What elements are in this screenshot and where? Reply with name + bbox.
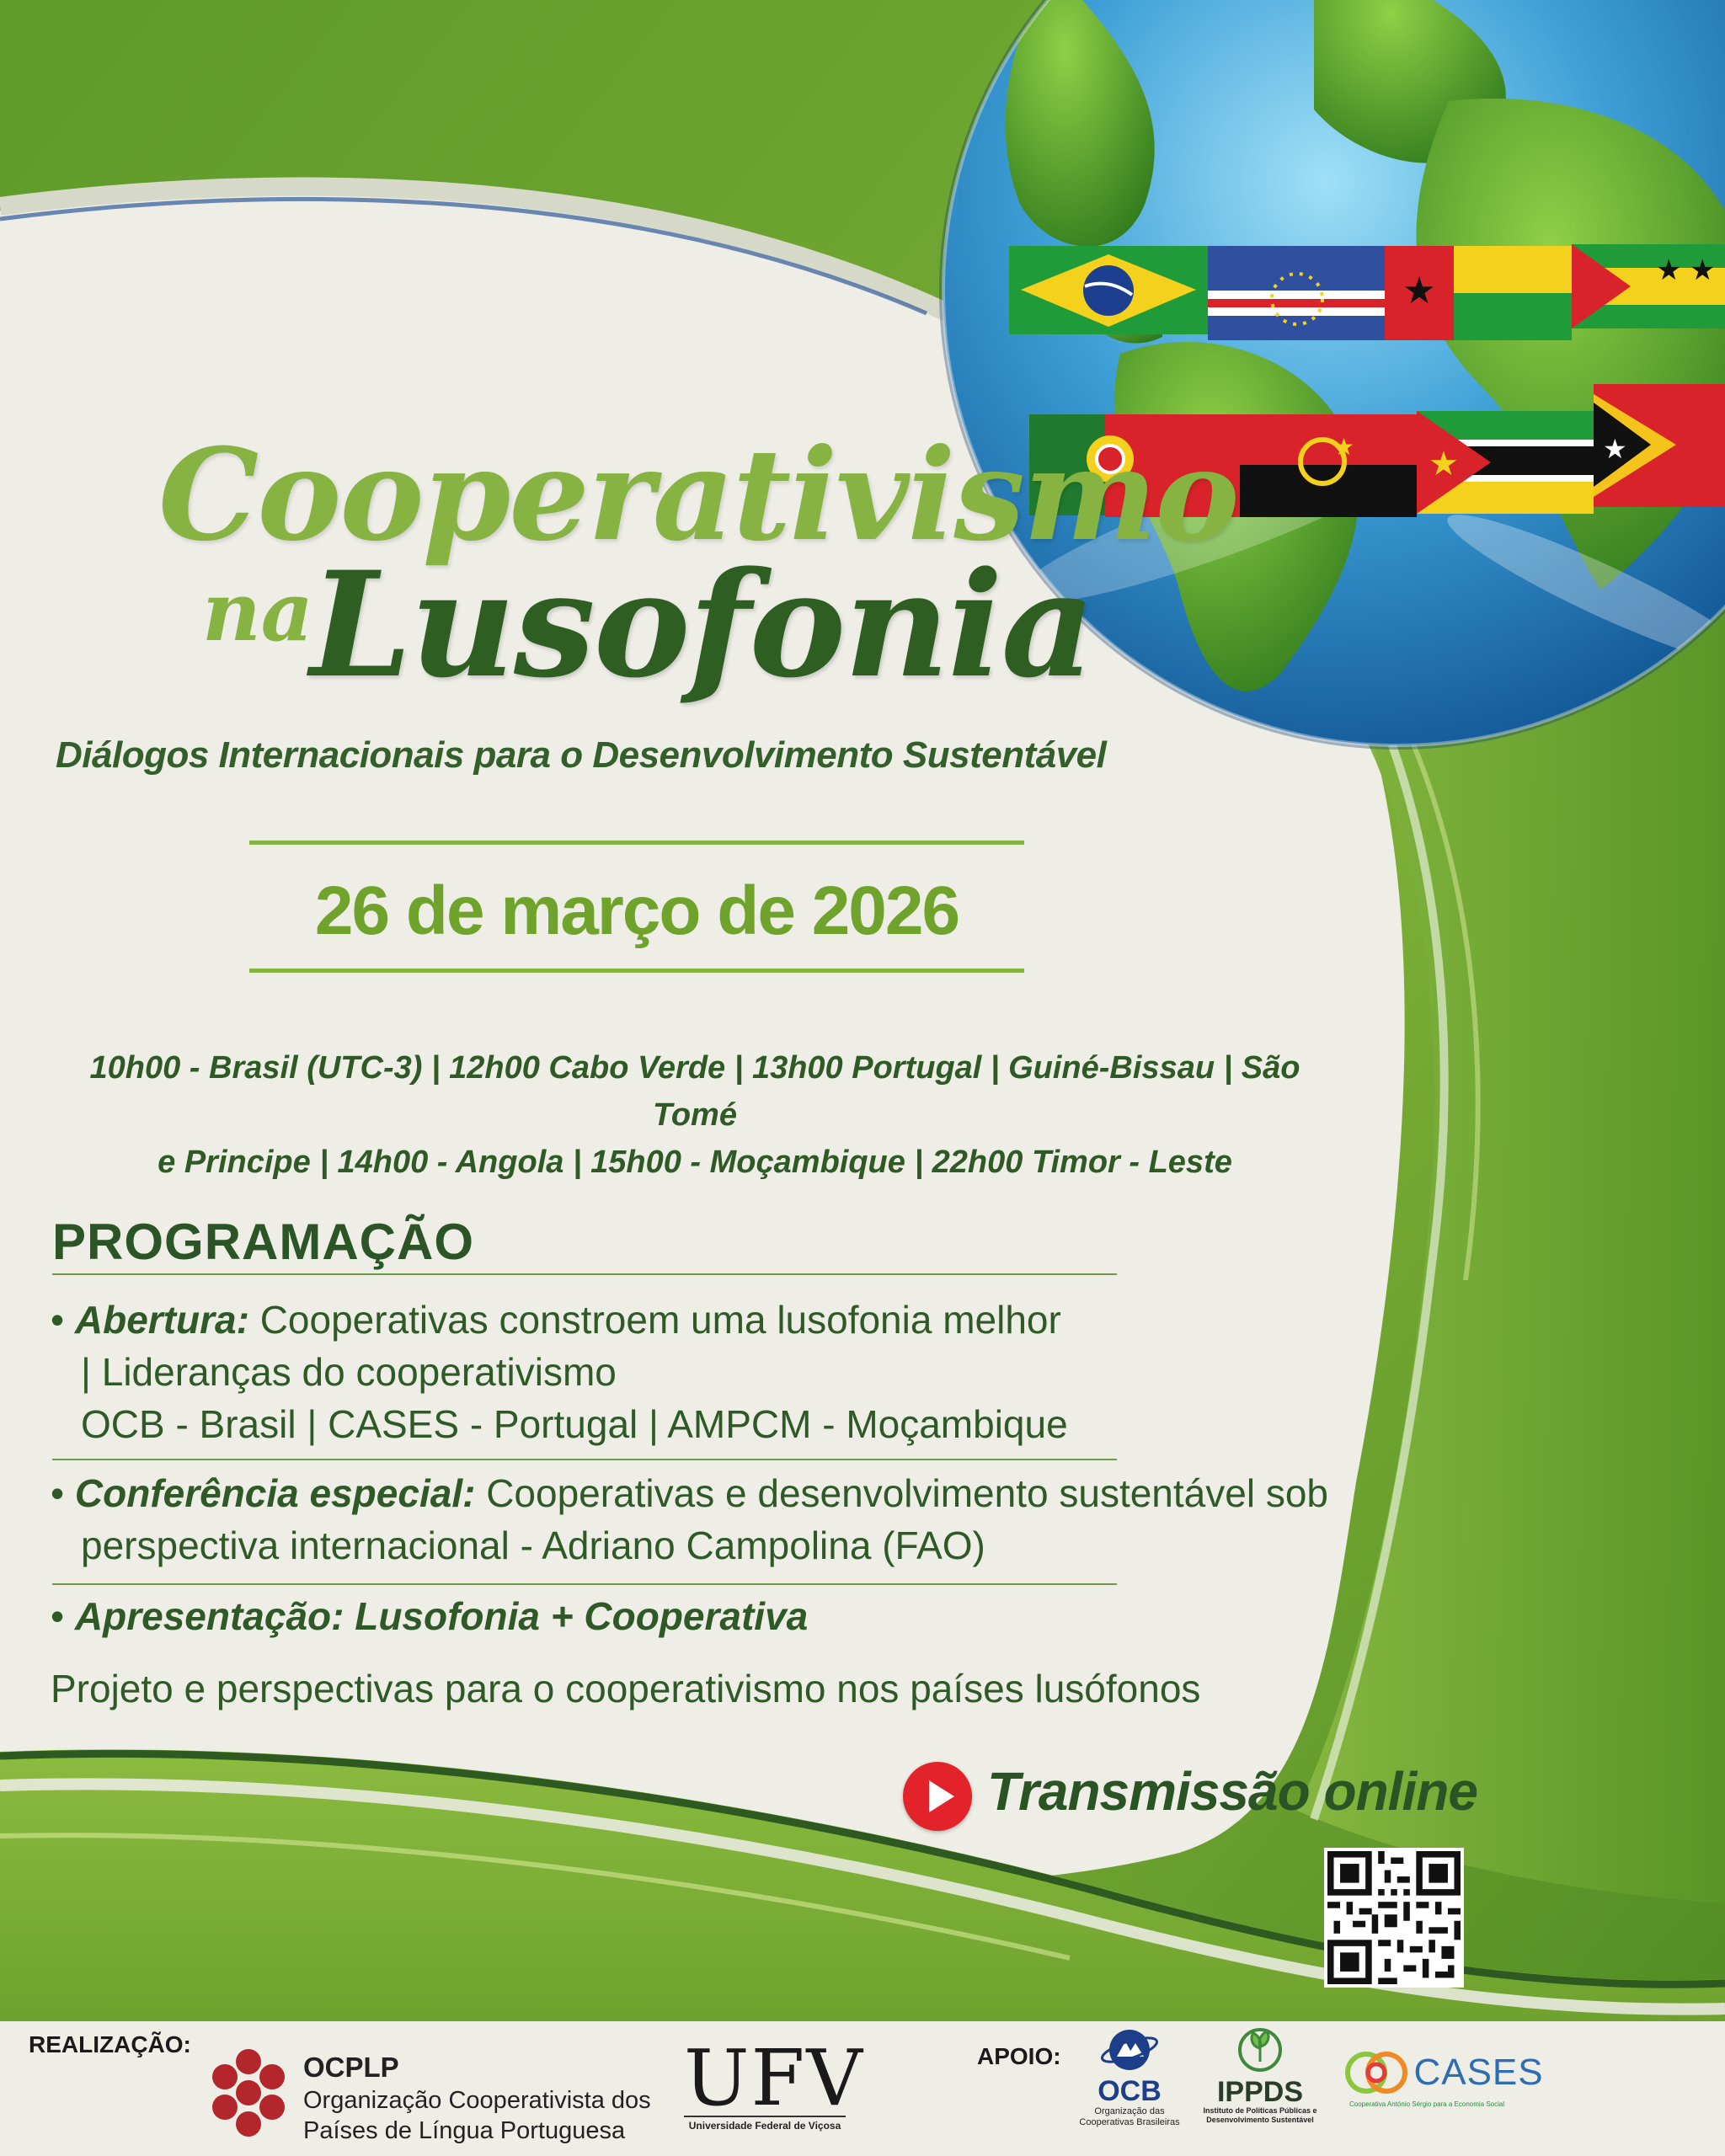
svg-text:★: ★ (1690, 254, 1716, 286)
ocb-emblem-icon (1100, 2023, 1159, 2072)
title-line-2: Lusofonia (310, 539, 1094, 710)
program-item-text: Cooperativas constroem uma lusofonia melhor (248, 1298, 1061, 1342)
cases-emblem-icon (1344, 2045, 1410, 2100)
program-item-line: perspectiva internacional - Adriano Campolina (FAO) (81, 1524, 985, 1567)
ippds-sub-line-2: Desenvolvimento Sustentável (1206, 2116, 1314, 2124)
ocb-sub-line-1: Organização das (1094, 2106, 1165, 2116)
qr-code-graphic (1327, 1851, 1461, 1984)
cases-logo (1344, 2045, 1546, 2108)
event-subtitle: Diálogos Internacionais para o Desenvolvimento Sustentável (56, 734, 1107, 776)
program-item-label: Conferência especial: (74, 1471, 476, 1515)
program-item-label: Abertura: (74, 1298, 249, 1342)
program-heading-divider (52, 1273, 1117, 1275)
ocb-sub-line-2: Cooperativas Brasileiras (1079, 2117, 1180, 2127)
ocplp-logo-icon (202, 2047, 295, 2139)
event-date: 26 de março de 2026 (314, 873, 959, 949)
cases-name: CASES (1413, 2052, 1544, 2093)
program-item-label: Apresentação: Lusofonia + Cooperativa (74, 1594, 809, 1638)
qr-code[interactable] (1324, 1848, 1464, 1988)
program-divider (52, 1459, 1117, 1460)
svg-text:★: ★ (1656, 254, 1682, 286)
program-item-conferencia: • Conferência especial: Cooperativas e desenvolvimento sustentável sob perspectiva internacional - Adriano Campolina (FAO) (51, 1467, 1328, 1572)
ocplp-desc-line-2: Países de Língua Portuguesa (303, 2117, 626, 2144)
date-rule-bottom (249, 969, 1024, 973)
svg-text:★: ★ (1429, 446, 1459, 483)
ippds-name: IPPDS (1216, 2076, 1304, 2108)
play-circle-icon[interactable] (903, 1762, 972, 1831)
program-item-text: Cooperativas e desenvolvimento sustentável sob (475, 1471, 1329, 1515)
program-item-apresentacao: • Apresentação: Lusofonia + Cooperativa (51, 1594, 809, 1638)
ippds-logo (1193, 2021, 1327, 2125)
program-item-line: OCB - Brasil | CASES - Portugal | AMPCM - Moçambique (81, 1402, 1068, 1446)
program-divider (52, 1583, 1117, 1585)
title-na: na (202, 564, 313, 659)
ocplp-description (303, 2085, 651, 2146)
title-line-1: Cooperativismo (158, 421, 1238, 569)
ufv-subtitle: Universidade Federal de Viçosa (684, 2116, 846, 2132)
realizacao-label: REALIZAÇÃO: (29, 2031, 191, 2057)
ocplp-name: OCPLP (303, 2052, 399, 2083)
flags-band-upper (1009, 244, 1725, 340)
svg-text:★: ★ (1333, 434, 1355, 460)
ocb-logo (1075, 2023, 1184, 2128)
cases-subtitle: Cooperativa António Sérgio para a Economia Social (1349, 2100, 1505, 2108)
ocb-name: OCB (1097, 2075, 1162, 2107)
schedule-times (51, 1044, 1339, 1186)
schedule-line-2: e Principe | 14h00 - Angola | 15h00 - Moçambique | 22h00 Timor - Leste (158, 1145, 1232, 1180)
svg-text:★: ★ (1402, 270, 1436, 312)
program-heading: PROGRAMAÇÃO (52, 1214, 474, 1270)
ufv-logo (684, 2033, 864, 2132)
date-rule-top (249, 841, 1024, 845)
svg-text:★: ★ (1603, 434, 1627, 464)
program-item-line: | Lideranças do cooperativismo (81, 1350, 617, 1394)
apoio-label: APOIO: (977, 2043, 1061, 2069)
program-item-abertura: • Abertura: Cooperativas constroem uma lusofonia melhor | Lideranças do cooperativismo OCB - Brasil | CASES - Portugal | AMPCM - Moçambique (51, 1294, 1068, 1450)
ufv-letters: UFV (684, 2033, 864, 2123)
schedule-line-1: 10h00 - Brasil (UTC-3) | 12h00 Cabo Verde | 13h00 Portugal | Guiné-Bissau | São Tomé (89, 1050, 1300, 1133)
ocplp-desc-line-1: Organização Cooperativista dos (303, 2087, 651, 2114)
ippds-leaf-icon (1235, 2021, 1285, 2073)
ippds-sub-line-1: Instituto de Políticas Públicas e (1203, 2106, 1317, 2115)
project-line: Projeto e perspectivas para o cooperativismo nos países lusófonos (51, 1667, 1201, 1710)
stream-label[interactable]: Transmissão online (987, 1761, 1477, 1822)
